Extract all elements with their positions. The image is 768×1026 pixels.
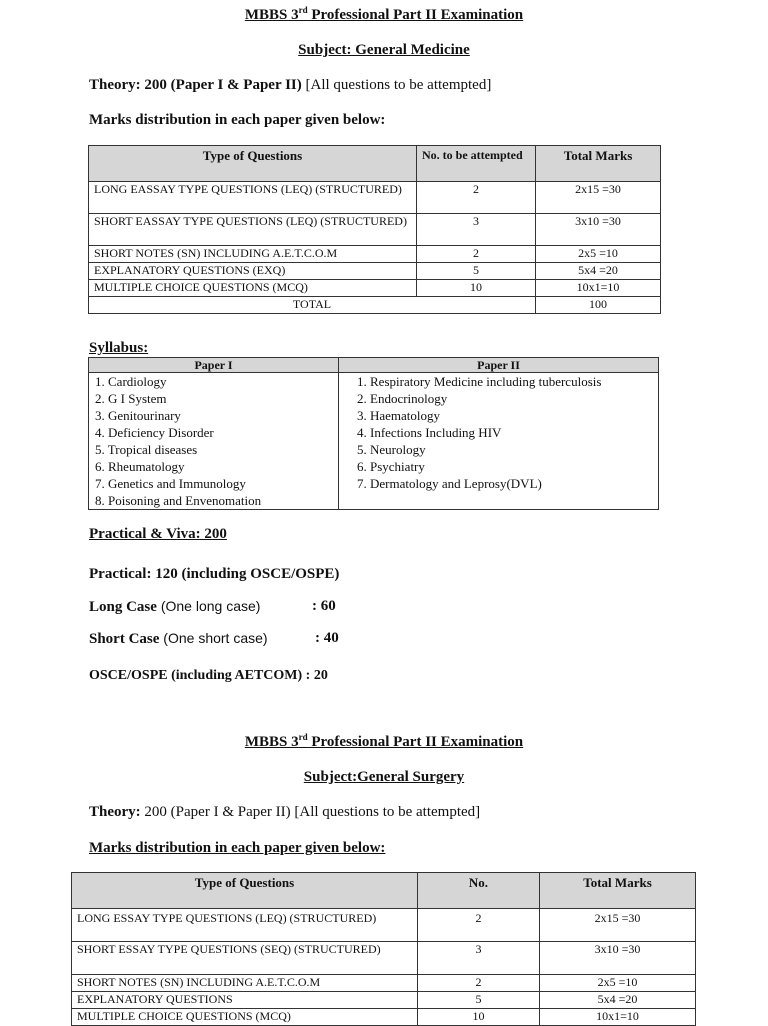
cell-no: 10 bbox=[417, 280, 536, 297]
table-row bbox=[89, 214, 661, 246]
paper1-title: Paper I bbox=[89, 358, 339, 373]
theory-rest: 200 (Paper I & Paper II) [All questions to be attempted] bbox=[140, 804, 481, 820]
list-item: 1. Respiratory Medicine including tuberculosis bbox=[357, 374, 602, 389]
list-item: 6. Rheumatology bbox=[95, 459, 185, 474]
cell-no: 2 bbox=[417, 182, 536, 214]
table-total-row bbox=[89, 297, 661, 314]
table-row bbox=[89, 280, 661, 297]
cell-no: 2 bbox=[418, 909, 540, 942]
osce-line bbox=[89, 668, 328, 684]
table-row bbox=[72, 1009, 696, 1026]
list-item: 5. Neurology bbox=[357, 442, 426, 457]
medicine-marks-table bbox=[88, 145, 661, 314]
paper1-list bbox=[89, 373, 339, 510]
cell-marks: 2x5 =10 bbox=[536, 246, 661, 263]
header-no: No. to be attempted bbox=[417, 146, 536, 182]
osce-label: OSCE/OSPE bbox=[89, 668, 168, 683]
syllabus-heading: Syllabus: bbox=[89, 340, 149, 356]
cell-no: 10 bbox=[418, 1009, 540, 1026]
long-case-line bbox=[89, 598, 260, 616]
exam-sup: rd bbox=[298, 5, 308, 15]
theory-bold: Theory: bbox=[89, 804, 141, 820]
practical-line: Practical: 120 (including OSCE/OSPE) bbox=[89, 566, 340, 582]
cell-no: 2 bbox=[417, 246, 536, 263]
osce-rest: (including AETCOM) : 20 bbox=[167, 668, 328, 683]
list-item: 7. Genetics and Immunology bbox=[95, 476, 246, 491]
medicine-exam-title bbox=[0, 7, 768, 24]
paper2-title: Paper II bbox=[339, 358, 659, 373]
medicine-marks-heading: Marks distribution in each paper given below: bbox=[89, 112, 386, 128]
cell-type: LONG EASSAY TYPE QUESTIONS (LEQ) (STRUCTURED) bbox=[89, 182, 417, 214]
header-no: No. bbox=[418, 873, 540, 909]
theory-rest: [All questions to be attempted] bbox=[301, 77, 492, 93]
cell-type: MULTIPLE CHOICE QUESTIONS (MCQ) bbox=[89, 280, 417, 297]
exam-prefix: MBBS 3 bbox=[244, 7, 299, 23]
surgery-subject: Subject:General Surgery bbox=[303, 769, 465, 785]
cell-type: EXPLANATORY QUESTIONS bbox=[72, 992, 418, 1009]
cell-no: 2 bbox=[418, 975, 540, 992]
list-item: 1. Cardiology bbox=[95, 374, 167, 389]
surgery-marks-table bbox=[71, 872, 696, 1026]
short-case-label: Short Case bbox=[89, 631, 160, 647]
table-row bbox=[89, 182, 661, 214]
cell-no: 5 bbox=[418, 992, 540, 1009]
total-label: TOTAL bbox=[89, 297, 536, 314]
cell-type: SHORT EASSAY TYPE QUESTIONS (LEQ) (STRUCTURED) bbox=[89, 214, 417, 246]
practical-viva-heading: Practical & Viva: 200 bbox=[89, 526, 227, 542]
list-item: 3. Genitourinary bbox=[95, 408, 181, 423]
short-case-marks: : 40 bbox=[315, 630, 339, 646]
cell-no: 3 bbox=[417, 214, 536, 246]
list-item: 6. Psychiatry bbox=[357, 459, 425, 474]
cell-type: LONG ESSAY TYPE QUESTIONS (LEQ) (STRUCTURED) bbox=[72, 909, 418, 942]
cell-no: 5 bbox=[417, 263, 536, 280]
exam-suffix: Professional Part II Examination bbox=[307, 734, 524, 750]
surgery-exam-title bbox=[0, 734, 768, 751]
list-item: 8. Poisoning and Envenomation bbox=[95, 493, 262, 508]
list-item: 2. Endocrinology bbox=[357, 391, 448, 406]
cell-type: MULTIPLE CHOICE QUESTIONS (MCQ) bbox=[72, 1009, 418, 1026]
header-marks: Total Marks bbox=[540, 873, 696, 909]
table-row bbox=[72, 975, 696, 992]
list-item: 4. Deficiency Disorder bbox=[95, 425, 214, 440]
short-case-line bbox=[89, 630, 268, 648]
surgery-theory-line bbox=[89, 804, 480, 821]
list-item: 2. G I System bbox=[95, 391, 167, 406]
medicine-subject: Subject: General Medicine bbox=[298, 42, 470, 58]
cell-no: 3 bbox=[418, 942, 540, 975]
exam-sup: rd bbox=[298, 732, 308, 742]
table-row bbox=[89, 246, 661, 263]
theory-bold: Theory: 200 (Paper I & Paper II) bbox=[89, 77, 302, 93]
exam-suffix: Professional Part II Examination bbox=[307, 7, 524, 23]
cell-type: EXPLANATORY QUESTIONS (EXQ) bbox=[89, 263, 417, 280]
surgery-marks-heading: Marks distribution in each paper given below: bbox=[89, 840, 386, 856]
paper2-list bbox=[339, 373, 659, 510]
cell-type: SHORT NOTES (SN) INCLUDING A.E.T.C.O.M bbox=[89, 246, 417, 263]
long-case-note: (One long case) bbox=[156, 598, 261, 614]
short-case-note: (One short case) bbox=[159, 630, 268, 646]
table-row bbox=[72, 942, 696, 975]
header-type: Type of Questions bbox=[89, 146, 417, 182]
cell-type: SHORT ESSAY TYPE QUESTIONS (SEQ) (STRUCTURED) bbox=[72, 942, 418, 975]
cell-marks: 2x15 =30 bbox=[536, 182, 661, 214]
list-item: 7. Dermatology and Leprosy(DVL) bbox=[357, 476, 542, 491]
list-item: 4. Infections Including HIV bbox=[357, 425, 502, 440]
header-marks: Total Marks bbox=[536, 146, 661, 182]
long-case-marks: : 60 bbox=[312, 598, 336, 614]
cell-marks: 3x10 =30 bbox=[540, 942, 696, 975]
table-row bbox=[72, 992, 696, 1009]
table-row bbox=[72, 909, 696, 942]
cell-marks: 3x10 =30 bbox=[536, 214, 661, 246]
cell-type: SHORT NOTES (SN) INCLUDING A.E.T.C.O.M bbox=[72, 975, 418, 992]
medicine-theory-line bbox=[89, 77, 491, 94]
cell-marks: 10x1=10 bbox=[540, 1009, 696, 1026]
cell-marks: 2x5 =10 bbox=[540, 975, 696, 992]
syllabus-table bbox=[88, 357, 659, 510]
list-item: 5. Tropical diseases bbox=[95, 442, 198, 457]
cell-marks: 5x4 =20 bbox=[540, 992, 696, 1009]
total-value: 100 bbox=[536, 297, 661, 314]
header-type: Type of Questions bbox=[72, 873, 418, 909]
list-item: 3. Haematology bbox=[357, 408, 441, 423]
table-row bbox=[89, 263, 661, 280]
long-case-label: Long Case bbox=[89, 599, 157, 615]
cell-marks: 2x15 =30 bbox=[540, 909, 696, 942]
cell-marks: 10x1=10 bbox=[536, 280, 661, 297]
exam-prefix: MBBS 3 bbox=[244, 734, 299, 750]
cell-marks: 5x4 =20 bbox=[536, 263, 661, 280]
